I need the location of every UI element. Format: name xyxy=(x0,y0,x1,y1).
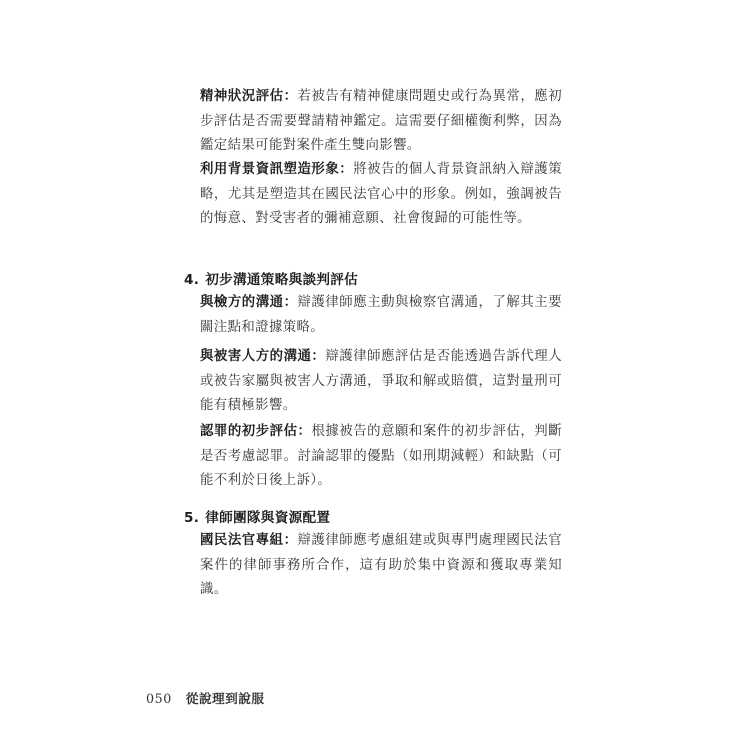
section-heading-4 xyxy=(184,268,358,288)
page-number: 050 xyxy=(146,691,172,706)
paragraph-text: 辯護律師應主動與檢察官溝通，了解其主要關注點和證據策略。 xyxy=(200,295,562,335)
paragraph-text: 若被告有精神健康問題史或行為異常，應初步評估是否需要聲請精神鑑定。這需要仔細權衡利弊，因為鑑定結果可能對案件產生雙向影響。 xyxy=(200,89,562,154)
section-number: 4. xyxy=(184,272,200,288)
paragraph-term: 與檢方的溝通： xyxy=(200,295,298,310)
paragraph-term: 國民法官專組： xyxy=(200,533,298,548)
page-footer xyxy=(146,688,264,707)
paragraph-lay-judge-team xyxy=(200,529,562,603)
book-title: 從說理到說服 xyxy=(185,691,265,706)
paragraph-prosecution-communication xyxy=(200,291,562,340)
paragraph-victim-communication xyxy=(200,345,562,419)
paragraph-term: 與被害人方的溝通： xyxy=(200,349,326,364)
section-number: 5. xyxy=(184,510,200,526)
section-heading-5 xyxy=(184,506,330,526)
paragraph-text: 辯護律師應考慮組建或與專門處理國民法官案件的律師事務所合作，這有助於集中資源和獲取專業知識。 xyxy=(200,533,562,598)
paragraph-text: 根據被告的意願和案件的初步評估，判斷是否考慮認罪。討論認罪的優點（如刑期減輕）和缺點（可能不利於日後上訴）。 xyxy=(200,424,563,489)
paragraph-plea-assessment xyxy=(200,420,562,494)
paragraph-text: 辯護律師應評估是否能透過告訴代理人或被告家屬與被害人方溝通，爭取和解或賠償，這對量刑可能有積極影響。 xyxy=(200,349,562,414)
paragraph-text: 將被告的個人背景資訊納入辯護策略，尤其是塑造其在國民法官心中的形象。例如，強調被告的悔意、對受害者的彌補意願、社會復歸的可能性等。 xyxy=(200,162,563,227)
paragraph-background-image xyxy=(200,158,562,232)
paragraph-term: 精神狀況評估： xyxy=(200,89,298,104)
paragraph-term: 認罪的初步評估： xyxy=(200,424,312,439)
section-title: 初步溝通策略與談判評估 xyxy=(205,272,359,288)
paragraph-mental-assessment xyxy=(200,85,562,159)
section-title: 律師團隊與資源配置 xyxy=(205,510,331,526)
paragraph-term: 利用背景資訊塑造形象： xyxy=(200,162,354,177)
